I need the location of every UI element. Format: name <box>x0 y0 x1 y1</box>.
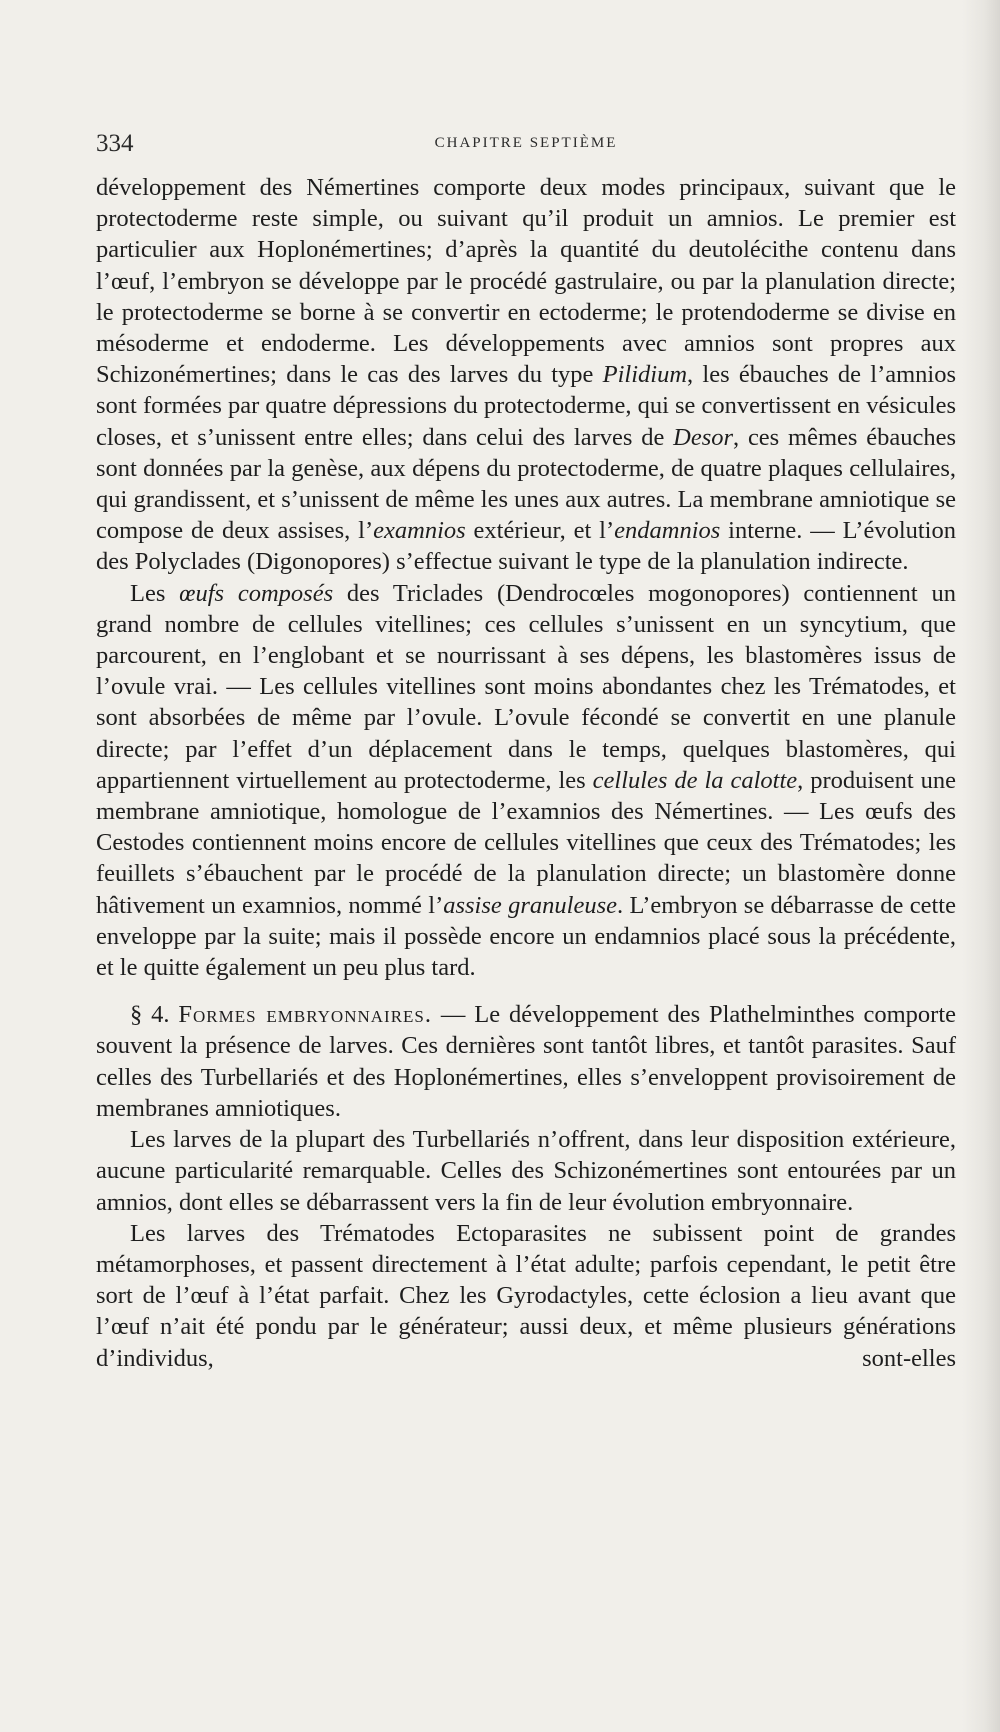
text-run: , produisent une membrane amniotique, homologue de l’examnios des Némertines. — Les œufs des Cestodes contiennent moins encore de cellules vitellines que ceux des Trématodes; les feuillets s’ébauchent par le procédé de la planulation directe; un blastomère donne hâtivement un examnios, nommé l’ <box>96 766 956 919</box>
section-title: Formes embryonnaires. <box>178 1001 433 1029</box>
italic-term: examnios <box>373 517 466 545</box>
paragraph <box>96 172 956 578</box>
paragraph <box>96 1124 956 1218</box>
text-run: Les larves des Trématodes Ectoparasites ne subissent point de grandes métamorphoses, et passent directement à l’état adulte; parfois cependant, le petit être sort de l’œuf à l’état parfait. Chez les Gyrodactyles, cette éclosion a lieu avant que l’œuf n’ait été pondu par le générateur; aussi deux, et même plusieurs générations d’individus, sont-elles <box>96 1219 956 1372</box>
italic-term: assise granuleuse <box>443 891 617 919</box>
body-text <box>96 172 956 1374</box>
section-number: § 4. <box>130 1001 179 1029</box>
text-run: des Triclades (Dendrocœles mogonopores) contiennent un grand nombre de cellules vitellines; ces cellules s’unissent en un syncytium, que parcourent, en l’englobant et se nourrissant à ses dépens, les blastomères issus de l’ovule vrai. — Les cellules vitellines sont moins abondantes chez les Trématodes, et sont absorbées de même par l’ovule. L’ovule fécondé se convertit en une planule directe; par l’effet d’un déplacement dans le temps, quelques blastomères, qui appartiennent virtuellement au protectoderme, les <box>96 579 956 794</box>
text-run: . L’embryon se débarrasse de cette enveloppe par la suite; mais il possède encore un endamnios placé sous la précédente, et le quitte également un peu plus tard. <box>96 891 956 982</box>
text-run: , les ébauches de l’amnios sont formées par quatre dépressions du protectoderme, qui se convertissent en vésicules closes, et s’unissent entre elles; dans celui des larves de <box>96 361 957 451</box>
page-header <box>96 130 956 170</box>
paragraph <box>96 1218 956 1374</box>
text-run: interne. — L’évolution des Polyclades (Digonopores) s’effectue suivant le type de la planulation indirecte. <box>96 517 956 576</box>
italic-term: œufs composés <box>179 579 334 607</box>
section-paragraph <box>96 999 956 1124</box>
italic-term: cellules de la calotte <box>592 766 798 794</box>
text-run: Les <box>130 579 180 607</box>
italic-term: endamnios <box>614 517 721 545</box>
text-run: extérieur, et l’ <box>465 517 615 545</box>
italic-term: Desor <box>673 423 734 451</box>
text-run: Les larves de la plupart des Turbellariés n’offrent, dans leur disposition extérieure, aucune particularité remarquable. Celles des Schizonémertines sont entourées par un amnios, dont elles se débarrassent vers la fin de leur évolution embryonnaire. <box>96 1126 956 1216</box>
paragraph <box>96 578 956 984</box>
text-run: développement des Némertines comporte deux modes principaux, suivant que le protectoderme reste simple, ou suivant qu’il produit un amnios. Le premier est particulier aux Hoplonémertines; d’après la quantité du deutolécithe contenu dans l’œuf, l’embryon se développe par le procédé gastrulaire, ou par la planulation directe; le protectoderme se borne à se convertir en ectoderme; le protendoderme se divise en mésoderme et endoderme. Les développements avec amnios sont propres aux Schizonémertines; dans le cas des larves du type <box>96 174 956 389</box>
page-edge-shadow <box>962 0 1000 1732</box>
page-number: 334 <box>96 130 134 157</box>
running-title: CHAPITRE SEPTIÈME <box>434 135 618 151</box>
text-run: — Le développement des Plathelminthes comporte souvent la présence de larves. Ces dernières sont tantôt libres, et tantôt parasites. Sauf celles des Turbellariés et des Hoplonémertines, elles s’enveloppent provisoirement de membranes amniotiques. <box>96 1001 957 1122</box>
text-run: , ces mêmes ébauches sont données par la genèse, aux dépens du protectoderme, de quatre plaques cellulaires, qui grandissent, et s’unissent de même les unes aux autres. La membrane amniotique se compose de deux assises, l’ <box>96 423 956 545</box>
italic-term: Pilidium <box>602 361 688 389</box>
